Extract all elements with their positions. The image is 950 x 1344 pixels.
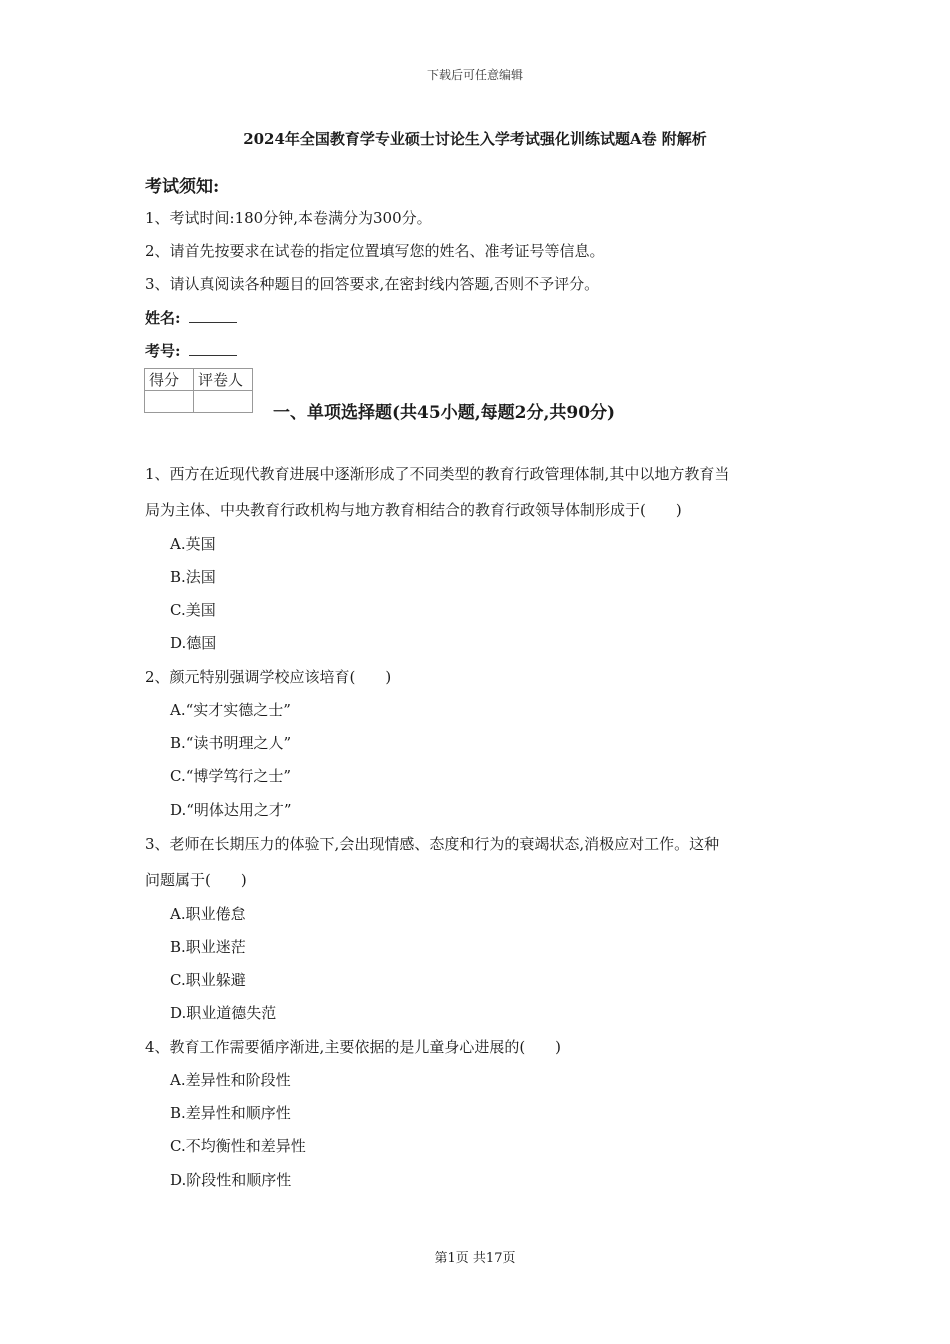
grader-cell [194, 391, 253, 413]
name-label: 姓名: [145, 309, 181, 327]
option: C.“博学笃行之士” [170, 767, 292, 785]
option: A.职业倦怠 [170, 905, 246, 923]
score-cell [145, 391, 194, 413]
option: D.阶段性和顺序性 [170, 1171, 292, 1189]
document-title: 2024年全国教育学专业硕士讨论生入学考试强化训练试题A卷 附解析 [243, 130, 707, 148]
question-line: 1、西方在近现代教育进展中逐渐形成了不同类型的教育行政管理体制,其中以地方教育当 [145, 465, 730, 483]
name-blank [189, 308, 237, 323]
section-heading: 一、单项选择题(共45小题,每题2分,共90分) [273, 403, 616, 423]
notice-item: 1、考试时间:180分钟,本卷满分为300分。 [145, 209, 432, 227]
notice-item: 2、请首先按要求在试卷的指定位置填写您的姓名、准考证号等信息。 [145, 242, 605, 260]
notice-heading: 考试须知: [145, 177, 220, 197]
question-line: 2、颜元特别强调学校应该培育( ) [145, 668, 392, 686]
id-blank [189, 341, 237, 356]
option: D.“明体达用之才” [170, 801, 292, 819]
score-table [144, 368, 253, 413]
option: B.法国 [170, 568, 216, 586]
question-line: 4、教育工作需要循序渐进,主要依据的是儿童身心进展的( ) [145, 1038, 562, 1056]
option: B.职业迷茫 [170, 938, 246, 956]
option: B.差异性和顺序性 [170, 1104, 291, 1122]
notice-item: 3、请认真阅读各种题目的回答要求,在密封线内答题,否则不予评分。 [145, 275, 600, 293]
id-field [145, 340, 237, 361]
option: D.职业道德失范 [170, 1004, 277, 1022]
option: C.不均衡性和差异性 [170, 1137, 306, 1155]
id-label: 考号: [145, 342, 181, 360]
name-field [145, 307, 237, 328]
option: A.差异性和阶段性 [170, 1071, 291, 1089]
option: D.德国 [170, 634, 217, 652]
option: A.英国 [170, 535, 216, 553]
score-header: 得分 [145, 369, 194, 391]
option: C.美国 [170, 601, 216, 619]
option: B.“读书明理之人” [170, 734, 292, 752]
page-footer: 第1页 共17页 [434, 1251, 516, 1266]
question-line: 局为主体、中央教育行政机构与地方教育相结合的教育行政领导体制形成于( ) [145, 501, 682, 519]
question-line: 3、老师在长期压力的体验下,会出现情感、态度和行为的衰竭状态,消极应对工作。这种 [145, 835, 720, 853]
header-note: 下载后可任意编辑 [426, 68, 523, 82]
option: C.职业躲避 [170, 971, 246, 989]
option: A.“实才实德之士” [170, 701, 291, 719]
grader-header: 评卷人 [194, 369, 253, 391]
question-line: 问题属于( ) [145, 871, 247, 889]
